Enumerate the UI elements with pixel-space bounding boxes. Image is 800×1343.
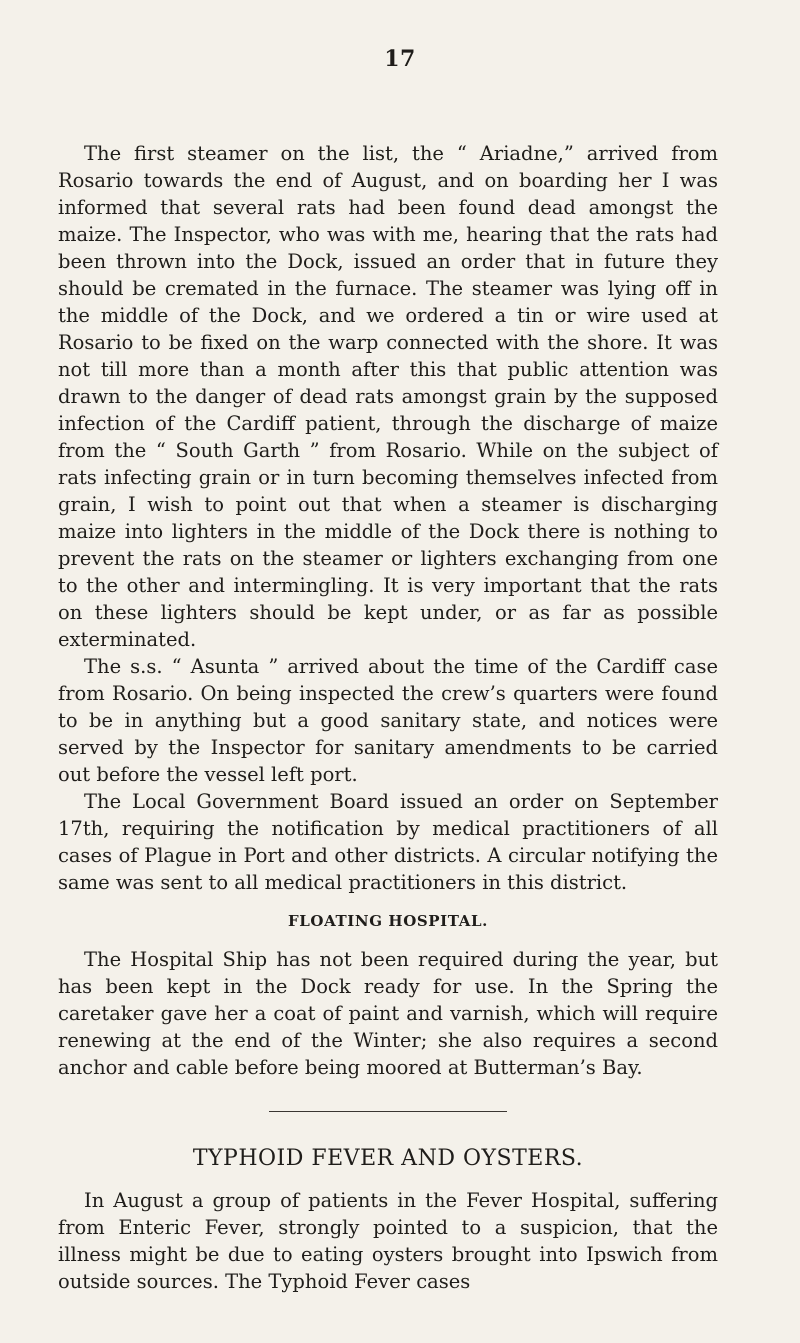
floating-hospital-heading: FLOATING HOSPITAL.	[288, 912, 488, 930]
page-number: 17	[384, 46, 416, 72]
section-divider	[269, 1111, 507, 1112]
paragraph-typhoid-oysters: In August a group of patients in the Fever Hospital, suffering from Enteric Fever, strongly pointed to a suspicion, that the illness might be due to eating oysters brought into Ipswich from outside sources. The Typhoid Fever cases	[58, 1189, 718, 1293]
paragraph-ariadne: The first steamer on the list, the “ Ariadne,” arrived from Rosario towards the end of August, and on boarding her I was informed that several rats had been found dead amongst the maize. The Inspector, who was with me, hearing that the rats had been thrown into the Dock, issued an order that in future they should be cremated in the furnace. The steamer was lying off in the middle of the Dock, and we ordered a tin or wire used at Rosario to be fixed on the warp connected with the shore. It was not till more than a month after this that public attention was drawn to the danger of dead rats amongst grain by the supposed infection of the Cardiff patient, through the discharge of maize from the “ South Garth ” from Rosario. While on the subject of rats infecting grain or in turn becoming themselves infected from grain, I wish to point out that when a steamer is discharging maize into lighters in the middle of the Dock there is nothing to prevent the rats on the steamer or lighters exchanging from one to the other and intermingling. It is very important that the rats on these lighters should be kept under, or as far as possible exterminated.	[58, 142, 718, 651]
paragraph-hospital-ship: The Hospital Ship has not been required during the year, but has been kept in the Dock ready for use. In the Spring the caretaker gave her a coat of paint and varnish, which will require renewing at the end of the Winter; she also requires a second anchor and cable before being moored at Butterman’s Bay.	[58, 948, 718, 1079]
page-content	[58, 140, 718, 1295]
typhoid-oysters-heading: TYPHOID FEVER AND OYSTERS.	[192, 1146, 584, 1171]
paragraph-local-government-board: The Local Government Board issued an order on September 17th, requiring the notification by medical practitioners of all cases of Plague in Port and other districts. A circular notifying the same was sent to all medical practitioners in this district.	[58, 790, 718, 894]
paragraph-asunta: The s.s. “ Asunta ” arrived about the time of the Cardiff case from Rosario. On being inspected the crew’s quarters were found to be in anything but a good sanitary state, and notices were served by the Inspector for sanitary amendments to be carried out before the vessel left port.	[58, 655, 718, 786]
